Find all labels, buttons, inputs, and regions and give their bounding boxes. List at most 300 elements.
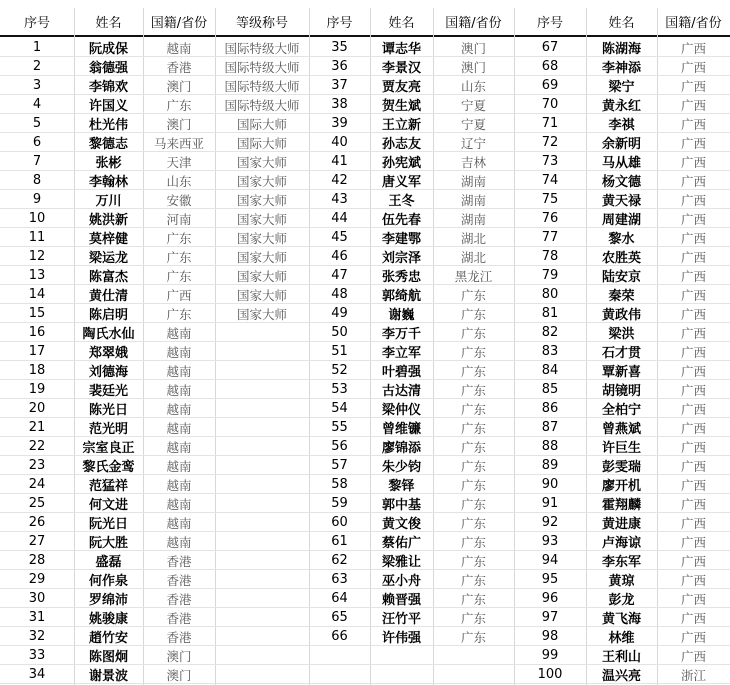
player-seq-cell: 7 [32, 154, 42, 169]
player-name-cell: 李神添 [601, 61, 641, 76]
player-seq-cell: 74 [541, 173, 559, 188]
player-prov-cell: 广西 [680, 211, 706, 227]
player-prov-cell: 广西 [680, 572, 706, 588]
player-prov-cell: 越南 [166, 401, 192, 417]
player-seq-cell: 66 [331, 629, 348, 644]
player-name-cell: 廖锦添 [381, 441, 421, 456]
player-seq-cell: 1 [32, 40, 42, 55]
player-name-cell: 姚骏康 [88, 612, 128, 627]
player-prov-cell: 广东 [460, 553, 486, 569]
player-name-cell: 阮光日 [88, 517, 128, 532]
player-prov-cell: 广东 [166, 230, 192, 246]
player-name-cell: 林维 [608, 631, 635, 646]
player-name-cell: 贺生斌 [381, 99, 421, 114]
player-prov-cell: 广西 [680, 249, 706, 265]
player-title-cell: 国家大师 [236, 306, 287, 322]
player-name-cell: 霍翔麟 [601, 498, 641, 513]
player-title-cell: 国家大师 [236, 249, 287, 265]
player-prov-cell: 广东 [460, 287, 486, 303]
player-prov-cell: 天津 [166, 154, 192, 170]
player-seq-cell: 72 [541, 135, 559, 150]
player-prov-cell: 广西 [680, 230, 706, 246]
column-header-prov: 国籍/省份 [665, 16, 722, 31]
player-seq-cell: 98 [541, 629, 559, 644]
player-name-cell: 廖开机 [601, 479, 641, 494]
player-seq-cell: 12 [28, 249, 46, 264]
player-prov-cell: 广东 [460, 344, 486, 360]
player-seq-cell: 57 [331, 458, 348, 473]
player-seq-cell: 92 [541, 515, 559, 530]
player-name-cell: 贾友亮 [381, 80, 421, 95]
player-title-cell: 国际大师 [236, 135, 287, 151]
player-name-cell: 李翰林 [88, 175, 128, 190]
column-header-seq: 序号 [536, 16, 563, 31]
player-prov-cell: 广东 [460, 306, 486, 322]
player-name-cell: 石才贯 [601, 346, 641, 361]
player-name-cell: 李立军 [381, 346, 421, 361]
player-prov-cell: 越南 [166, 40, 192, 56]
player-name-cell: 朱少钧 [381, 460, 421, 475]
player-title-cell: 国家大师 [236, 192, 287, 208]
player-prov-cell: 安徽 [166, 192, 192, 208]
player-prov-cell: 黑龙江 [454, 268, 493, 284]
player-prov-cell: 广西 [680, 135, 706, 151]
player-seq-cell: 95 [541, 572, 559, 587]
player-prov-cell: 澳门 [166, 116, 192, 132]
player-name-cell: 周建湖 [601, 213, 641, 228]
player-name-cell: 梁运龙 [88, 251, 128, 266]
player-title-cell: 国家大师 [236, 154, 287, 170]
player-prov-cell: 广东 [460, 477, 486, 493]
player-name-cell: 杜光伟 [88, 118, 128, 133]
player-seq-cell: 96 [541, 591, 559, 606]
column-header-prov: 国籍/省份 [445, 16, 502, 31]
player-seq-cell: 67 [541, 40, 559, 55]
player-prov-cell: 越南 [166, 439, 192, 455]
player-prov-cell: 广东 [166, 306, 192, 322]
player-seq-cell: 36 [331, 59, 348, 74]
player-prov-cell: 广西 [680, 591, 706, 607]
player-prov-cell: 澳门 [166, 667, 192, 683]
player-seq-cell: 59 [331, 496, 348, 511]
player-prov-cell: 越南 [166, 496, 192, 512]
player-name-cell: 阮大胜 [88, 536, 128, 551]
player-name-cell: 许伟强 [381, 631, 421, 646]
player-seq-cell: 27 [28, 534, 46, 549]
player-seq-cell: 44 [331, 211, 348, 226]
player-name-cell: 古达清 [381, 384, 421, 399]
player-name-cell: 黎德志 [88, 137, 128, 152]
player-seq-cell: 78 [541, 249, 559, 264]
player-prov-cell: 澳门 [460, 40, 486, 56]
player-seq-cell: 91 [541, 496, 559, 511]
player-seq-cell: 56 [331, 439, 348, 454]
player-seq-cell: 24 [28, 477, 46, 492]
player-seq-cell: 76 [541, 211, 559, 226]
player-name-cell: 陈启明 [88, 308, 128, 323]
player-prov-cell: 宁夏 [460, 116, 486, 132]
player-name-cell: 趙竹安 [88, 631, 128, 646]
player-prov-cell: 广东 [460, 458, 486, 474]
player-seq-cell: 51 [331, 344, 348, 359]
player-seq-cell: 25 [28, 496, 46, 511]
player-seq-cell: 83 [541, 344, 559, 359]
player-name-cell: 谢巍 [388, 308, 415, 323]
player-prov-cell: 广西 [680, 420, 706, 436]
player-seq-cell: 61 [331, 534, 348, 549]
player-prov-cell: 越南 [166, 534, 192, 550]
player-seq-cell: 46 [331, 249, 348, 264]
player-seq-cell: 34 [28, 667, 46, 682]
player-seq-cell: 82 [541, 325, 559, 340]
player-seq-cell: 22 [28, 439, 46, 454]
player-prov-cell: 广东 [460, 363, 486, 379]
player-name-cell: 陈图炯 [88, 650, 128, 665]
player-name-cell: 黄天禄 [601, 194, 641, 209]
player-seq-cell: 64 [331, 591, 348, 606]
player-seq-cell: 29 [28, 572, 46, 587]
player-name-cell: 张秀忠 [381, 270, 421, 285]
player-seq-cell: 93 [541, 534, 559, 549]
player-prov-cell: 越南 [166, 363, 192, 379]
player-name-cell: 许巨生 [601, 441, 641, 456]
player-prov-cell: 广西 [680, 363, 706, 379]
player-name-cell: 刘德海 [88, 365, 128, 380]
player-prov-cell: 广西 [680, 287, 706, 303]
player-seq-cell: 70 [541, 97, 559, 112]
column-header-name: 姓名 [388, 16, 415, 31]
player-prov-cell: 广西 [680, 268, 706, 284]
player-name-cell: 许国义 [88, 99, 128, 114]
player-prov-cell: 广西 [680, 78, 706, 94]
player-prov-cell: 广西 [680, 458, 706, 474]
player-prov-cell: 广西 [680, 40, 706, 56]
player-seq-cell: 89 [541, 458, 559, 473]
player-name-cell: 全柏宁 [601, 403, 641, 418]
player-name-cell: 余新明 [601, 137, 641, 152]
player-prov-cell: 越南 [166, 344, 192, 360]
player-name-cell: 何文进 [88, 498, 128, 513]
player-seq-cell: 4 [32, 97, 42, 112]
player-seq-cell: 37 [331, 78, 348, 93]
player-name-cell: 李祺 [608, 118, 635, 133]
player-prov-cell: 广东 [460, 401, 486, 417]
player-prov-cell: 湖北 [460, 249, 486, 265]
player-name-cell: 李东军 [601, 555, 641, 570]
player-seq-cell: 18 [28, 363, 46, 378]
player-seq-cell: 63 [331, 572, 348, 587]
player-prov-cell: 广东 [166, 249, 192, 265]
player-prov-cell: 吉林 [460, 154, 486, 170]
player-seq-cell: 13 [28, 268, 46, 283]
player-title-cell: 国际特级大师 [224, 78, 300, 94]
player-name-cell: 梁洪 [608, 327, 635, 342]
player-prov-cell: 广东 [460, 496, 486, 512]
player-name-cell: 梁雅让 [381, 555, 421, 570]
player-seq-cell: 87 [541, 420, 559, 435]
player-name-cell: 盛磊 [95, 555, 122, 570]
player-prov-cell: 广西 [680, 648, 706, 664]
player-seq-cell: 23 [28, 458, 46, 473]
player-prov-cell: 广西 [680, 439, 706, 455]
player-seq-cell: 6 [32, 135, 42, 150]
player-prov-cell: 广西 [680, 534, 706, 550]
player-seq-cell: 88 [541, 439, 559, 454]
player-seq-cell: 52 [331, 363, 348, 378]
player-seq-cell: 16 [28, 325, 46, 340]
player-seq-cell: 32 [28, 629, 46, 644]
player-name-cell: 黄仕清 [88, 289, 128, 304]
player-name-cell: 梁宁 [608, 80, 635, 95]
player-name-cell: 姚洪新 [88, 213, 128, 228]
player-prov-cell: 广东 [460, 325, 486, 341]
player-prov-cell: 广西 [680, 477, 706, 493]
player-name-cell: 李建鄂 [381, 232, 421, 247]
player-seq-cell: 79 [541, 268, 559, 283]
player-prov-cell: 澳门 [166, 78, 192, 94]
player-name-cell: 巫小舟 [381, 574, 421, 589]
player-seq-cell: 26 [28, 515, 46, 530]
player-name-cell: 黄文俊 [381, 517, 421, 532]
player-seq-cell: 50 [331, 325, 348, 340]
player-prov-cell: 广西 [166, 287, 192, 303]
player-name-cell: 李景汉 [381, 61, 421, 76]
player-seq-cell: 31 [28, 610, 46, 625]
player-seq-cell: 42 [331, 173, 348, 188]
player-title-cell: 国际特级大师 [224, 40, 300, 56]
player-prov-cell: 浙江 [680, 667, 706, 683]
player-name-cell: 郑翠娥 [88, 346, 128, 361]
player-prov-cell: 越南 [166, 515, 192, 531]
player-name-cell: 阮成保 [88, 42, 128, 57]
player-prov-cell: 广西 [680, 306, 706, 322]
player-seq-cell: 35 [331, 40, 348, 55]
player-seq-cell: 3 [32, 78, 42, 93]
player-name-cell: 王冬 [388, 194, 415, 209]
player-name-cell: 陈湖海 [601, 42, 641, 57]
player-name-cell: 温兴亮 [601, 669, 641, 684]
player-name-cell: 黎水 [608, 232, 635, 247]
player-seq-cell: 33 [28, 648, 46, 663]
player-name-cell: 谢景波 [88, 669, 128, 684]
player-name-cell: 莫梓健 [88, 232, 128, 247]
player-seq-cell: 43 [331, 192, 348, 207]
player-seq-cell: 99 [541, 648, 559, 663]
player-name-cell: 伍先春 [381, 213, 421, 228]
column-header-name: 姓名 [608, 16, 635, 31]
player-seq-cell: 62 [331, 553, 348, 568]
player-title-cell: 国际特级大师 [224, 59, 300, 75]
player-name-cell: 万川 [95, 194, 122, 209]
player-seq-cell: 80 [541, 287, 559, 302]
player-prov-cell: 香港 [166, 591, 192, 607]
player-seq-cell: 53 [331, 382, 348, 397]
player-name-cell: 范光明 [88, 422, 128, 437]
player-name-cell: 孙志友 [381, 137, 421, 152]
player-prov-cell: 湖南 [460, 192, 486, 208]
player-name-cell: 黄进康 [601, 517, 641, 532]
player-prov-cell: 广西 [680, 515, 706, 531]
player-seq-cell: 69 [541, 78, 559, 93]
player-prov-cell: 广西 [680, 59, 706, 75]
player-name-cell: 李锦欢 [88, 80, 128, 95]
player-prov-cell: 河南 [166, 211, 192, 227]
player-name-cell: 彭龙 [608, 593, 635, 608]
player-name-cell: 黎铎 [388, 479, 415, 494]
player-name-cell: 张彬 [95, 156, 122, 171]
player-name-cell: 陶氏水仙 [82, 327, 135, 342]
player-seq-cell: 5 [32, 116, 42, 131]
player-name-cell: 赖晋强 [381, 593, 421, 608]
player-seq-cell: 97 [541, 610, 559, 625]
player-title-cell: 国际特级大师 [224, 97, 300, 113]
player-prov-cell: 香港 [166, 553, 192, 569]
player-prov-cell: 越南 [166, 477, 192, 493]
player-name-cell: 李万千 [381, 327, 421, 342]
player-prov-cell: 香港 [166, 629, 192, 645]
player-seq-cell: 55 [331, 420, 348, 435]
column-header-name: 姓名 [95, 16, 122, 31]
player-seq-cell: 2 [32, 59, 42, 74]
player-prov-cell: 广东 [460, 572, 486, 588]
player-prov-cell: 山东 [166, 173, 192, 189]
player-prov-cell: 广西 [680, 173, 706, 189]
player-seq-cell: 86 [541, 401, 559, 416]
column-header-seq: 序号 [326, 16, 353, 31]
player-name-cell: 陈富杰 [88, 270, 128, 285]
player-seq-cell: 48 [331, 287, 348, 302]
player-seq-cell: 38 [331, 97, 348, 112]
player-prov-cell: 越南 [166, 458, 192, 474]
player-name-cell: 曾维镰 [381, 422, 421, 437]
player-seq-cell: 10 [28, 211, 46, 226]
column-header-prov: 国籍/省份 [150, 16, 208, 31]
player-name-cell: 杨文德 [601, 175, 641, 190]
player-prov-cell: 澳门 [460, 59, 486, 75]
player-prov-cell: 广东 [460, 591, 486, 607]
player-prov-cell: 湖北 [460, 230, 486, 246]
player-prov-cell: 越南 [166, 325, 192, 341]
player-name-cell: 汪竹平 [381, 612, 421, 627]
player-prov-cell: 广西 [680, 382, 706, 398]
player-prov-cell: 湖南 [460, 211, 486, 227]
player-prov-cell: 澳门 [166, 648, 192, 664]
player-prov-cell: 广东 [460, 439, 486, 455]
player-title-cell: 国家大师 [236, 230, 287, 246]
player-seq-cell: 21 [28, 420, 46, 435]
player-seq-cell: 8 [32, 173, 42, 188]
player-name-cell: 王立新 [381, 118, 421, 133]
player-name-cell: 谭志华 [381, 42, 421, 57]
player-seq-cell: 68 [541, 59, 559, 74]
player-prov-cell: 广东 [460, 382, 486, 398]
player-name-cell: 范猛祥 [88, 479, 128, 494]
player-name-cell: 翁德强 [88, 61, 128, 76]
player-seq-cell: 77 [541, 230, 559, 245]
player-title-cell: 国家大师 [236, 211, 287, 227]
player-seq-cell: 100 [537, 667, 563, 682]
player-prov-cell: 香港 [166, 59, 192, 75]
player-prov-cell: 广东 [166, 97, 192, 113]
player-name-cell: 黄政伟 [601, 308, 641, 323]
player-prov-cell: 广西 [680, 496, 706, 512]
player-name-cell: 郭绮航 [381, 289, 421, 304]
player-name-cell: 宗室良正 [82, 441, 135, 456]
player-seq-cell: 39 [331, 116, 348, 131]
player-seq-cell: 81 [541, 306, 559, 321]
player-prov-cell: 辽宁 [460, 135, 486, 151]
player-prov-cell: 广东 [460, 610, 486, 626]
player-seq-cell: 41 [331, 154, 348, 169]
player-name-cell: 叶碧强 [381, 365, 421, 380]
player-name-cell: 黄飞海 [601, 612, 641, 627]
player-name-cell: 陆安京 [601, 270, 641, 285]
player-name-cell: 黄琼 [608, 574, 635, 589]
player-name-cell: 孙宪斌 [381, 156, 421, 171]
player-seq-cell: 14 [28, 287, 46, 302]
player-name-cell: 梁仲仪 [381, 403, 421, 418]
player-name-cell: 彭雯瑞 [601, 460, 641, 475]
player-prov-cell: 越南 [166, 420, 192, 436]
player-seq-cell: 45 [331, 230, 348, 245]
player-name-cell: 胡镜明 [601, 384, 641, 399]
player-seq-cell: 19 [28, 382, 46, 397]
player-seq-cell: 15 [28, 306, 46, 321]
player-name-cell: 秦荣 [608, 289, 635, 304]
player-name-cell: 曾燕斌 [601, 422, 641, 437]
player-name-cell: 郭中基 [381, 498, 421, 513]
player-prov-cell: 广西 [680, 344, 706, 360]
player-seq-cell: 58 [331, 477, 348, 492]
player-name-cell: 黄永红 [601, 99, 641, 114]
player-prov-cell: 广西 [680, 610, 706, 626]
player-seq-cell: 30 [28, 591, 46, 606]
player-seq-cell: 9 [32, 192, 42, 207]
player-prov-cell: 广东 [460, 534, 486, 550]
player-name-cell: 覃新喜 [601, 365, 641, 380]
player-prov-cell: 广东 [460, 420, 486, 436]
player-prov-cell: 马来西亚 [153, 135, 204, 151]
player-title-cell: 国家大师 [236, 287, 287, 303]
player-seq-cell: 20 [28, 401, 46, 416]
player-seq-cell: 73 [541, 154, 559, 169]
player-seq-cell: 75 [541, 192, 559, 207]
player-name-cell: 黎氏金鸾 [82, 460, 135, 475]
player-seq-cell: 90 [541, 477, 559, 492]
player-prov-cell: 广西 [680, 116, 706, 132]
player-seq-cell: 71 [541, 116, 559, 131]
player-name-cell: 马从雄 [601, 156, 641, 171]
player-prov-cell: 广东 [460, 629, 486, 645]
player-prov-cell: 广西 [680, 97, 706, 113]
player-name-cell: 陈光日 [88, 403, 128, 418]
player-prov-cell: 广西 [680, 192, 706, 208]
player-title-cell: 国家大师 [236, 268, 287, 284]
player-seq-cell: 49 [331, 306, 348, 321]
column-header-title: 等级称号 [235, 16, 288, 31]
player-prov-cell: 湖南 [460, 173, 486, 189]
player-title-cell: 国际大师 [236, 116, 287, 132]
player-seq-cell: 28 [28, 553, 46, 568]
player-prov-cell: 广东 [166, 268, 192, 284]
player-name-cell: 王利山 [601, 650, 641, 665]
player-seq-cell: 65 [331, 610, 348, 625]
player-name-cell: 刘宗泽 [381, 251, 421, 266]
header-bottom-rule [0, 35, 730, 37]
player-prov-cell: 广西 [680, 325, 706, 341]
player-seq-cell: 85 [541, 382, 559, 397]
player-prov-cell: 宁夏 [460, 97, 486, 113]
